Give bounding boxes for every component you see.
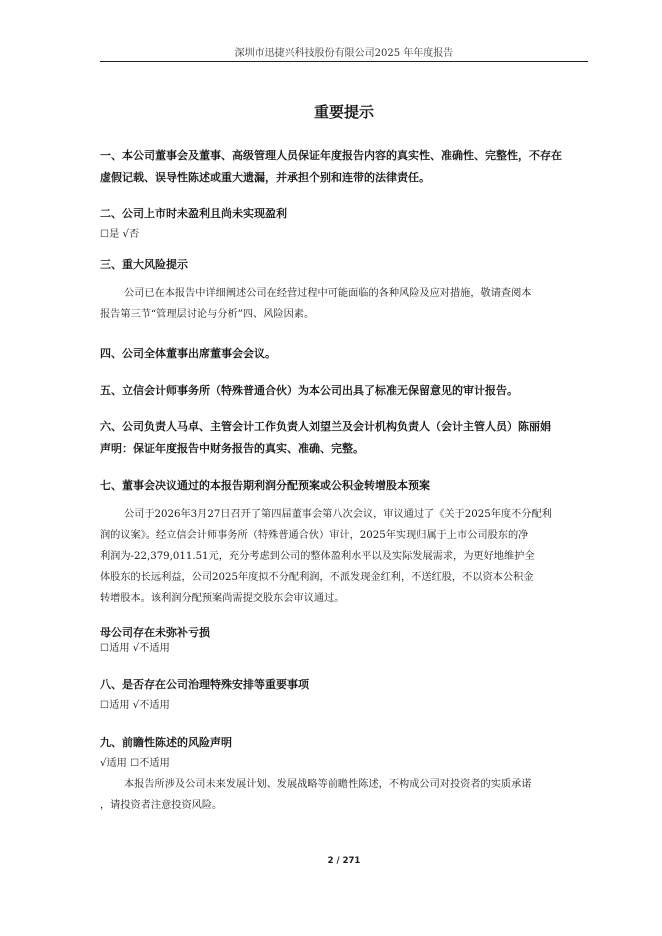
section-8-heading: 八、是否存在公司治理特殊安排等重要事项 — [100, 678, 309, 691]
section-7-heading: 七、董事会决议通过的本报告期利润分配预案或公积金转增股本预案 — [100, 479, 430, 492]
section-9-options: √适用 ☐不适用 — [100, 758, 170, 769]
parent-loss-options: ☐适用 √不适用 — [100, 643, 170, 654]
page-number: 2 / 271 — [327, 856, 361, 866]
section-2-heading: 二、公司上市时未盈利且尚未实现盈利 — [100, 207, 287, 220]
page-header: 深圳市迅捷兴科技股份有限公司2025 年年度报告 — [234, 48, 454, 59]
section-1-line-2: 虚假记载、误导性陈述或重大遗漏，并承担个别和连带的法律责任。 — [100, 171, 430, 184]
section-4-heading: 四、公司全体董事出席董事会会议。 — [100, 347, 276, 360]
section-9-heading: 九、前瞻性陈述的风险声明 — [100, 736, 232, 749]
page-title: 重要提示 — [313, 103, 374, 121]
section-7-text: 公司于2026年3月27日召开了第四届董事会第八次会议，审议通过了《关于2025年度不分配利 润的议案》。经立信会计师事务所（特殊普通合伙）审计，2025年实现归属于上市公司股东的净 利润为-22,379,011.51元，充分考虑到公司的整体盈利水平以及实际发展需求，为更好地维护全 体股东的长远利益，公司2025年度拟不分配利润，不派发现金红利，不送红股，不以资本公积金 转增股本。该利润分配预案尚需提交股东会审议通过。 — [100, 509, 552, 604]
section-3-text: 公司已在本报告中详细阐述公司在经营过程中可能面临的各种风险及应对措施，敬请查阅本 报告第三节“管理层讨论与分析”四、风险因素。 — [100, 288, 532, 320]
parent-loss-heading: 母公司存在未弥补亏损 — [100, 626, 210, 639]
section-6-line-2: 声明：保证年度报告中财务报告的真实、准确、完整。 — [100, 442, 364, 455]
section-8-options: ☐适用 √不适用 — [100, 700, 170, 711]
section-6-line-1: 六、公司负责人马卓、主管会计工作负责人刘望兰及会计机构负责人（会计主管人员）陈丽娟 — [100, 420, 551, 433]
section-9-text: 本报告所涉及公司未来发展计划、发展战略等前瞻性陈述，不构成公司对投资者的实质承诺 ，请投资者注意投资风险。 — [100, 779, 532, 811]
section-3-heading: 三、重大风险提示 — [100, 258, 188, 271]
section-2-options: ☐是 √否 — [100, 229, 140, 240]
header-divider — [100, 61, 588, 62]
section-5-heading: 五、立信会计师事务所（特殊普通合伙）为本公司出具了标准无保留意见的审计报告。 — [100, 384, 518, 397]
section-1-line-1: 一、本公司董事会及董事、高级管理人员保证年度报告内容的真实性、准确性、完整性，不存在 — [100, 149, 562, 162]
